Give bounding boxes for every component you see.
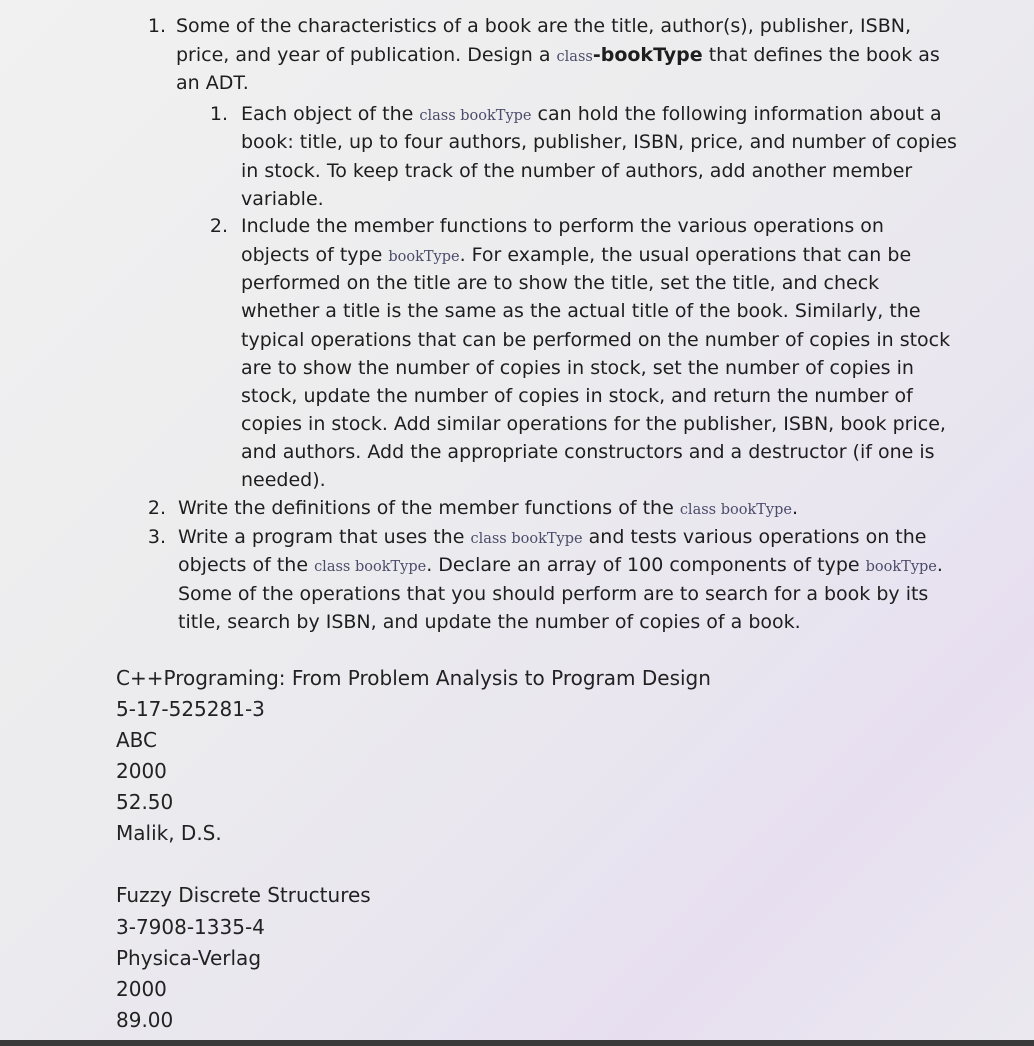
question-3-line-1-text-b: and tests various operations on the (582, 526, 927, 548)
book-2-title: Fuzzy Discrete Structures (116, 883, 371, 907)
question-1-number: 1. (147, 15, 166, 37)
sub-2-line-1: Include the member functions to perform the various operations on (241, 215, 884, 237)
screen-bottom-edge (0, 1040, 1034, 1046)
question-2-text-b: . (791, 497, 799, 519)
sub-1-line-3: in stock. To keep track of the number of authors, add another member (241, 160, 913, 182)
sub-2-line-2-text-b: . For example, the usual operations that can be (459, 244, 912, 266)
question-3-line-2-code-2: bookType (865, 559, 937, 575)
sub-2-line-10: needed). (241, 469, 326, 491)
book-1-title: C++Programing: From Problem Analysis to Program Design (116, 666, 711, 690)
sub-2-line-9: and authors. Add the appropriate constructors and a destructor (if one is (241, 441, 935, 463)
sub-2-number: 2. (209, 215, 228, 237)
sub-1-line-1-code: class bookType (419, 108, 532, 124)
sub-2-line-4: whether a title is the same as the actual title of the book. Similarly, the (241, 300, 921, 322)
question-3-number: 3. (147, 526, 166, 548)
book-2-isbn: 3-7908-1335-4 (116, 915, 265, 939)
sub-2-line-7: stock, update the number of copies in stock, and return the number of (241, 385, 913, 407)
question-2-text-a: Write the definitions of the member functions of the (178, 497, 680, 519)
book-1-price: 52.50 (116, 790, 174, 814)
sub-1-line-1 (241, 100, 942, 130)
question-3-line-2-text-b: . Declare an array of 100 components of type (426, 554, 866, 576)
question-3-line-1-text-a: Write a program that uses the (178, 526, 471, 548)
sub-2-line-8: copies in stock. Add similar operations for the publisher, ISBN, book price, (241, 413, 946, 435)
sub-1-number: 1. (209, 103, 228, 125)
question-1-line-1: Some of the characteristics of a book are the title, author(s), publisher, ISBN, (176, 15, 911, 37)
sub-2-line-6: are to show the number of copies in stock, set the number of copies in (241, 357, 914, 379)
sub-1-line-4: variable. (241, 188, 324, 210)
book-2-publisher: Physica-Verlag (116, 946, 262, 970)
question-1-line-3: an ADT. (176, 72, 249, 94)
question-1-line-2 (176, 41, 940, 71)
sub-2-line-3: performed on the title are to show the title, set the title, and check (241, 272, 880, 294)
question-3-line-2-code: class bookType (314, 559, 427, 575)
question-3-line-2-text-a: objects of the (178, 554, 315, 576)
question-2-text (178, 494, 798, 524)
question-2-code: class bookType (679, 502, 792, 518)
book-1-year: 2000 (116, 759, 167, 783)
book-1-author: Malik, D.S. (116, 821, 222, 845)
book-1-isbn: 5-17-525281-3 (116, 697, 265, 721)
question-1-line-2-text-b: that defines the book as (702, 44, 940, 66)
book-1-publisher: ABC (116, 728, 158, 752)
sub-1-line-2: book: title, up to four authors, publisher, ISBN, price, and number of copies (241, 131, 957, 153)
question-3-line-1 (178, 523, 927, 553)
question-3-line-4: title, search by ISBN, and update the number of copies of a book. (178, 611, 801, 633)
question-2-number: 2. (147, 497, 166, 519)
question-3-line-1-code: class bookType (470, 531, 583, 547)
sub-1-line-1-text-a: Each object of the (241, 103, 420, 125)
sub-2-line-2 (241, 241, 911, 271)
question-3-line-2 (178, 551, 943, 581)
sub-2-line-2-text-a: objects of type (241, 244, 389, 266)
question-3-line-2-text-c: . (936, 554, 943, 576)
question-1-line-2-text-a: price, and year of publication. Design a (176, 44, 557, 66)
question-3-line-3: Some of the operations that you should perform are to search for a book by its (178, 583, 929, 605)
sub-2-line-2-code: bookType (388, 249, 460, 265)
book-2-year: 2000 (116, 977, 167, 1001)
question-1-line-2-code: class (556, 49, 593, 65)
question-1-line-2-bold: -bookType (592, 44, 703, 66)
sub-1-line-1-text-b: can hold the following information about a (531, 103, 942, 125)
sub-2-line-5: typical operations that can be performed on the number of copies in stock (241, 329, 951, 351)
book-2-price: 89.00 (116, 1008, 174, 1032)
